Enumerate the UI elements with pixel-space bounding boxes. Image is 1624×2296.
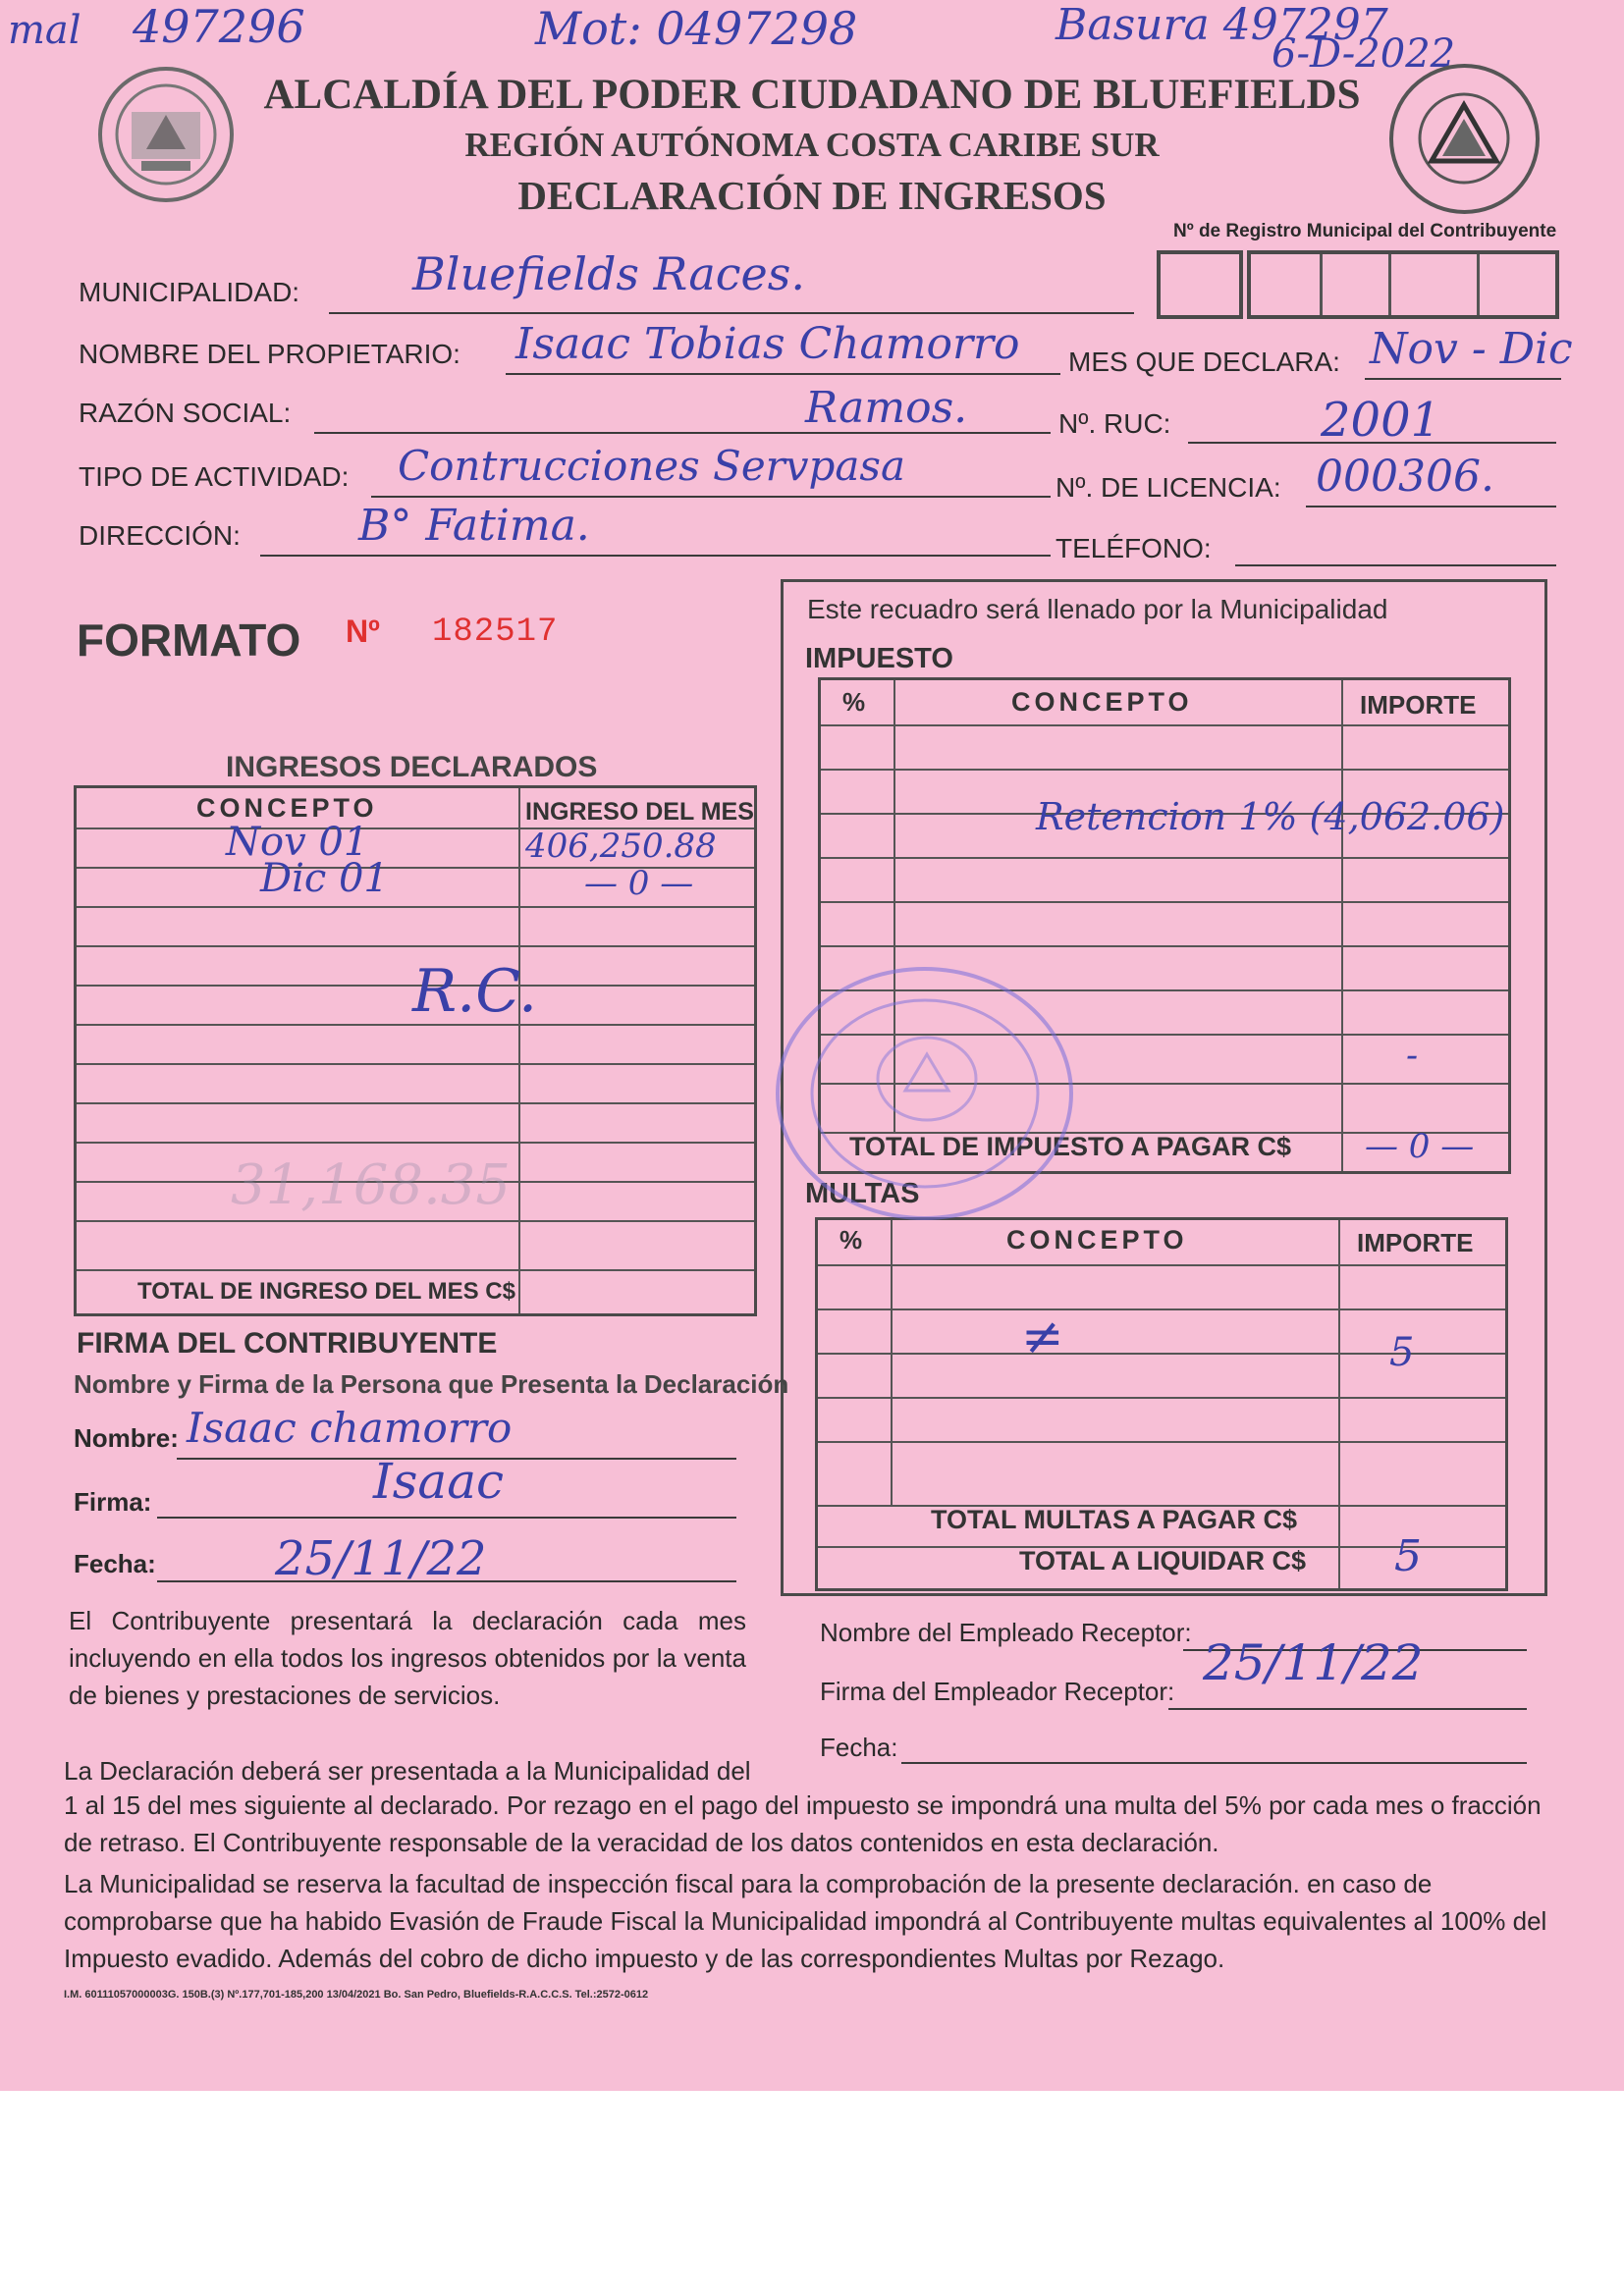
- receptor-firma-line[interactable]: [1168, 1708, 1527, 1710]
- header-title-declaracion: DECLARACIÓN DE INGRESOS: [517, 173, 1107, 218]
- footer-para1-rest: 1 al 15 del mes siguiente al declarado. Por rezago en el pago del impuesto se impondrá una multa del 5% por cada mes o fracción de retraso. El Contribuyente responsable de la veracidad de los datos contenidos en esta declaración.: [64, 1790, 1542, 1857]
- footer-para1-line1: La Declaración deberá ser presentada a la Municipalidad del: [64, 1756, 751, 1786]
- receptor-nombre-label: Nombre del Empleado Receptor:: [820, 1618, 1192, 1647]
- impuesto-col-concepto: CONCEPTO: [1011, 687, 1193, 717]
- registro-box-1[interactable]: [1157, 250, 1243, 319]
- receptor-fecha-line[interactable]: [901, 1762, 1527, 1764]
- receptor-fecha-label: Fecha:: [820, 1733, 898, 1762]
- ingresos-row2-ingreso[interactable]: — 0 —: [584, 864, 694, 903]
- direccion-line: [260, 555, 1051, 557]
- multas-col-concepto: CONCEPTO: [1006, 1225, 1188, 1255]
- multas-col-pct: %: [839, 1225, 863, 1255]
- ingresos-col-concepto: CONCEPTO: [196, 793, 378, 823]
- ruc-label: Nº. RUC:: [1058, 408, 1171, 439]
- header-title-region: REGIÓN AUTÓNOMA COSTA CARIBE SUR: [464, 126, 1160, 164]
- telefono-label: TELÉFONO:: [1056, 533, 1212, 563]
- actividad-label: TIPO DE ACTIVIDAD:: [79, 461, 350, 492]
- ingresos-row1-ingreso[interactable]: 406,250.88: [525, 827, 717, 866]
- official-stamp: [776, 967, 1073, 1220]
- footer-para2: La Municipalidad se reserva la facultad de inspección fiscal para la comprobación de la presente declaración. en caso de comprobarse que ha habido Evasión de Fraude Fiscal la Municipalidad impondrá al Contribuyente multas equivalentes al 100% del Impuesto evadido. Además del cobro de dicho impuesto y de las correspondientes Multas por Rezago.: [64, 1869, 1547, 1973]
- header-title-alcaldia: ALCALDÍA DEL PODER CIUDADANO DE BLUEFIELDS: [263, 72, 1361, 118]
- total-liquidar-label: TOTAL A LIQUIDAR C$: [1019, 1546, 1307, 1575]
- impuesto-col-pct: %: [842, 687, 866, 717]
- nota-contribuyente: El Contribuyente presentará la declaración cada mes incluyendo en ella todos los ingresos obtenidos por la venta de bienes y prestaciones de servicios.: [69, 1606, 746, 1710]
- firma-nombre-value[interactable]: Isaac chamorro: [187, 1404, 513, 1452]
- direccion-value[interactable]: B° Fatima.: [358, 501, 590, 551]
- propietario-value[interactable]: Isaac Tobias Chamorro: [515, 319, 1020, 369]
- registro-label: Nº de Registro Municipal del Contribuyente: [1173, 221, 1557, 241]
- footer-print-info: I.M. 60111057000003G. 150B.(3) Nº.177,701-185,200 13/04/2021 Bo. San Pedro, Bluefields-R.A.C.C.S. Tel.:2572-0612: [64, 1989, 649, 2001]
- formato-number: 182517: [432, 614, 559, 651]
- handwritten-basura-code: Basura 497297: [1056, 0, 1388, 50]
- ingresos-faded-text: 31,168.35: [231, 1153, 512, 1217]
- formato-label: FORMATO: [77, 614, 301, 666]
- impuesto-dash: -: [1406, 1036, 1419, 1076]
- multas-label: MULTAS: [805, 1178, 920, 1209]
- handwritten-corner-note: mal: [8, 8, 81, 53]
- propietario-line: [506, 373, 1060, 375]
- total-impuesto-label: TOTAL DE IMPUESTO A PAGAR C$: [849, 1132, 1292, 1161]
- ingresos-title: INGRESOS DECLARADOS: [226, 751, 598, 783]
- ingresos-row2-concepto[interactable]: Dic 01: [260, 856, 389, 901]
- firma-title: FIRMA DEL CONTRIBUYENTE: [77, 1327, 498, 1360]
- licencia-line: [1306, 506, 1556, 507]
- mes-value[interactable]: Nov - Dic: [1370, 324, 1573, 374]
- propietario-label: NOMBRE DEL PROPIETARIO:: [79, 339, 460, 369]
- ingresos-total-label: TOTAL DE INGRESO DEL MES C$: [137, 1278, 515, 1305]
- mes-line: [1365, 378, 1561, 380]
- handwritten-date: 6-D-2022: [1272, 31, 1456, 77]
- actividad-value[interactable]: Contrucciones Servpasa: [398, 442, 906, 490]
- municipalidad-line: [329, 312, 1134, 314]
- impuesto-label: IMPUESTO: [805, 643, 953, 674]
- firma-firma-label: Firma:: [74, 1487, 152, 1517]
- direccion-label: DIRECCIÓN:: [79, 520, 241, 551]
- formato-no-label: Nº: [346, 614, 380, 649]
- firma-fecha-label: Fecha:: [74, 1549, 156, 1578]
- total-multas-label: TOTAL MULTAS A PAGAR C$: [931, 1505, 1297, 1534]
- ingresos-row1-concepto[interactable]: Nov 01: [226, 820, 369, 865]
- firma-signature[interactable]: Isaac: [373, 1453, 505, 1510]
- ingresos-col-ingreso: INGRESO DEL MES: [525, 798, 754, 826]
- firma-fecha-value[interactable]: 25/11/22: [275, 1531, 487, 1586]
- firma-firma-line: [157, 1517, 736, 1519]
- impuesto-col-importe: IMPORTE: [1360, 690, 1477, 720]
- impuesto-entry[interactable]: Retencion 1% (4,062.06): [1036, 795, 1505, 838]
- ingresos-note: R.C.: [412, 957, 538, 1026]
- ruc-value[interactable]: 2001: [1321, 393, 1441, 448]
- licencia-value[interactable]: 000306.: [1316, 452, 1494, 502]
- licencia-label: Nº. DE LICENCIA:: [1056, 472, 1281, 503]
- stamp-emblem-icon: [780, 971, 1069, 1216]
- municipal-box-heading: Este recuadro será llenado por la Municipalidad: [807, 594, 1388, 624]
- actividad-line: [371, 496, 1051, 498]
- multas-value[interactable]: 5: [1389, 1330, 1415, 1375]
- razon-value[interactable]: Ramos.: [805, 383, 968, 433]
- handwritten-mat-code: 497296: [133, 0, 305, 53]
- municipalidad-label: MUNICIPALIDAD:: [79, 277, 300, 307]
- mes-label: MES QUE DECLARA:: [1068, 347, 1340, 377]
- firma-subtitle: Nombre y Firma de la Persona que Presenta la Declaración: [74, 1369, 789, 1399]
- receptor-firma-label: Firma del Empleador Receptor:: [820, 1677, 1175, 1706]
- municipalidad-value[interactable]: Bluefields Races.: [412, 247, 805, 300]
- razon-label: RAZÓN SOCIAL:: [79, 398, 292, 428]
- handwritten-mot-code: Mot: 0497298: [535, 2, 858, 55]
- total-impuesto-value[interactable]: — 0 —: [1365, 1127, 1475, 1166]
- firma-nombre-label: Nombre:: [74, 1423, 179, 1453]
- registro-box-group[interactable]: [1247, 250, 1559, 319]
- telefono-line[interactable]: [1235, 564, 1556, 566]
- multas-entry[interactable]: ≠: [1021, 1308, 1064, 1366]
- receptor-nombre-value[interactable]: 25/11/22: [1203, 1634, 1424, 1691]
- total-liquidar-value[interactable]: 5: [1394, 1531, 1422, 1581]
- multas-col-importe: IMPORTE: [1357, 1228, 1474, 1257]
